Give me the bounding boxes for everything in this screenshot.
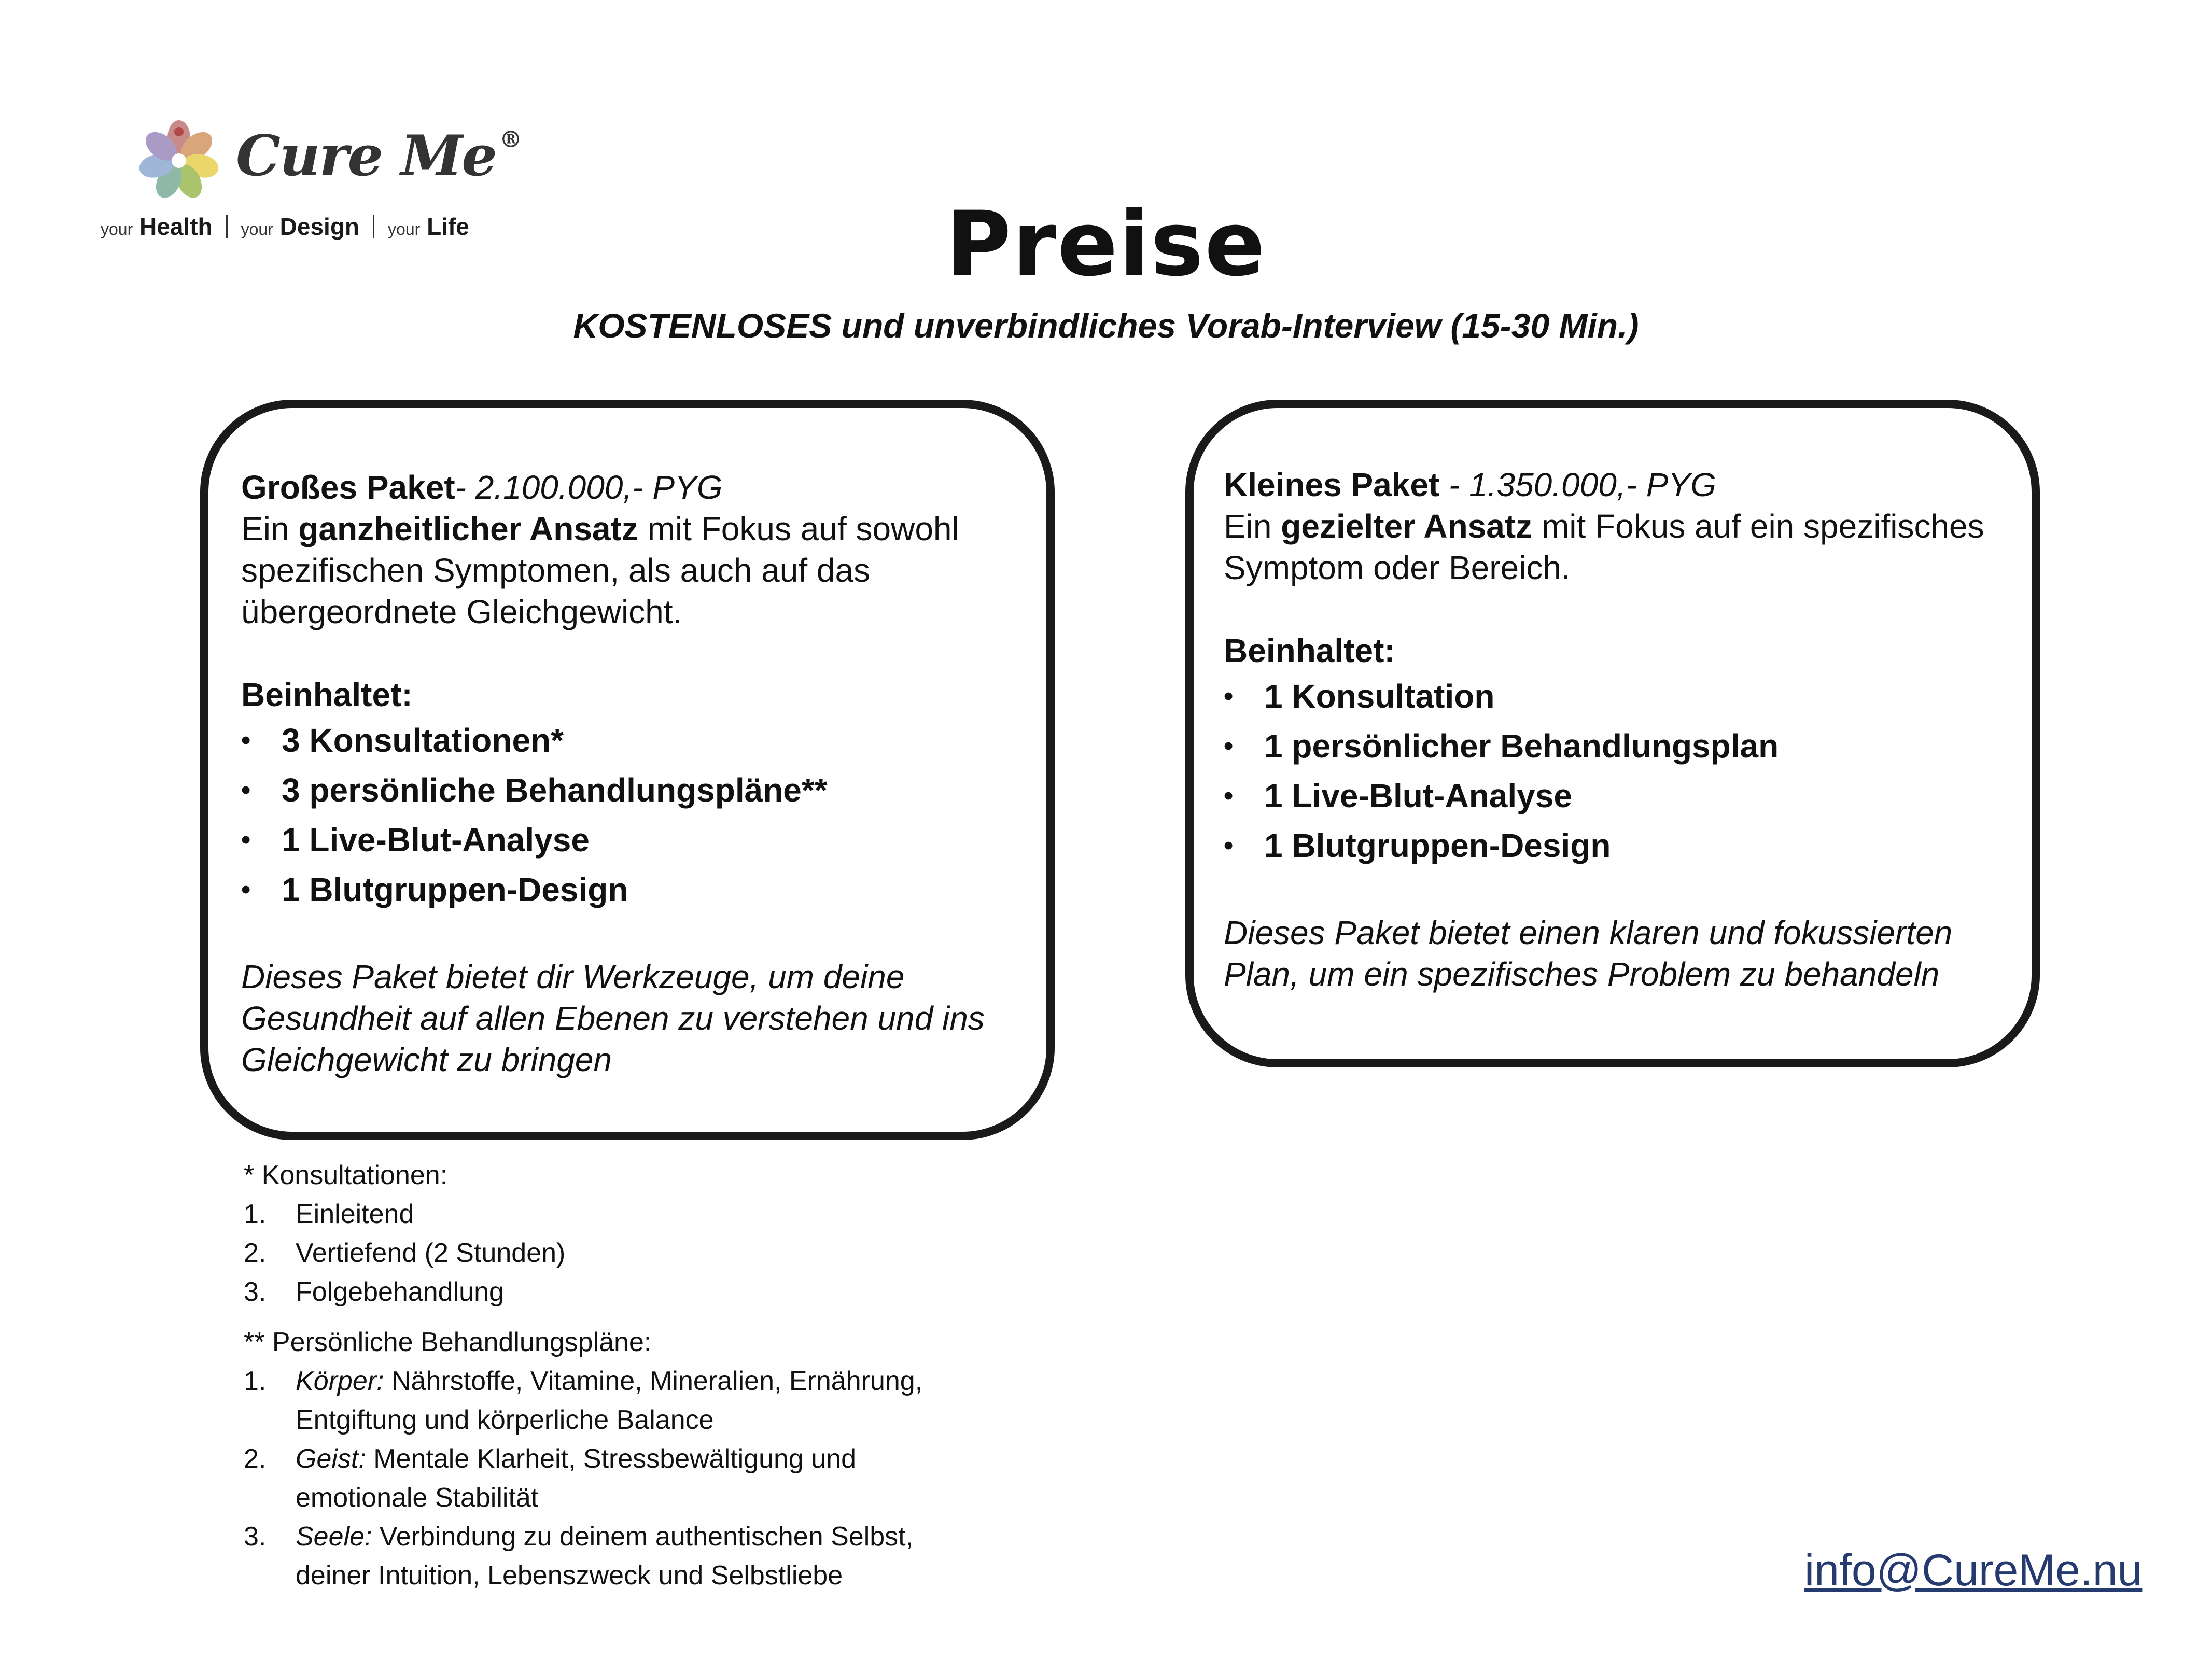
large-package-description: Ein ganzheitlicher Ansatz mit Fokus auf sowohl spezifischen Symptomen, als auch auf das übergeordnete Gleichgewicht. [241, 510, 959, 630]
flower-logo-icon [137, 119, 220, 202]
list-item: 3. Folgebehandlung [244, 1277, 504, 1307]
brand-wordmark: Cure Me ® [236, 123, 521, 189]
large-package-price: - 2.100.000,- PYG [455, 469, 723, 506]
list-item: • 1 Live-Blut-Analyse [241, 815, 1029, 865]
small-package-includes-label: Beinhaltet: [1224, 632, 1395, 669]
contact-email-link[interactable]: info@CureMe.nu [1804, 1545, 2143, 1595]
list-item: 2. Vertiefend (2 Stunden) [244, 1238, 566, 1268]
small-package-description: Ein gezielter Ansatz mit Fokus auf ein spezifisches Symptom oder Bereich. [1224, 508, 1984, 586]
list-item: • 1 Blutgruppen-Design [241, 865, 1029, 915]
page-title: Preise [946, 192, 1266, 296]
small-package-name: Kleines Paket [1224, 466, 1440, 503]
large-package-name: Großes Paket [241, 469, 455, 506]
list-item: 2. Geist: Mentale Klarheit, Stressbewältigung und emotionale Stabilität [244, 1444, 857, 1513]
page-subtitle: KOSTENLOSES und unverbindliches Vorab-Interview (15-30 Min.) [573, 306, 1639, 345]
list-item: • 1 persönlicher Behandlungsplan [1224, 721, 2022, 771]
list-item: • 3 Konsultationen* [241, 715, 1029, 765]
list-item: 3. Seele: Verbindung zu deinem authentischen Selbst, deiner Intuition, Lebenszweck und Selbstliebe [244, 1522, 914, 1591]
large-package-items [241, 715, 1029, 915]
small-package-price: - 1.350.000,- PYG [1439, 466, 1716, 503]
list-item: • 1 Blutgruppen-Design [1224, 821, 2022, 870]
plans-list [244, 1362, 928, 1595]
small-package-content [1224, 464, 2022, 995]
large-package-content [241, 467, 1029, 1080]
list-item: • 1 Konsultation [1224, 671, 2022, 721]
large-package-includes-label: Beinhaltet: [241, 676, 413, 713]
list-item: 1. Körper: Nährstoffe, Vitamine, Mineralien, Ernährung, Entgiftung und körperliche Balance [244, 1366, 923, 1435]
small-package-summary: Dieses Paket bietet einen klaren und fokussierten Plan, um ein spezifisches Problem zu behandeln [1224, 914, 1953, 993]
list-item: • 1 Live-Blut-Analyse [1224, 771, 2022, 821]
consultations-list [244, 1195, 928, 1312]
list-item: • 3 persönliche Behandlungspläne** [241, 765, 1029, 815]
brand-tagline: your Health your Design your Life [101, 213, 469, 240]
large-package-summary: Dieses Paket bietet dir Werkzeuge, um deine Gesundheit auf allen Ebenen zu verstehen und ins Gleichgewicht zu bringen [241, 958, 985, 1078]
plans-footnote-heading: ** Persönliche Behandlungspläne: [244, 1327, 652, 1357]
small-package-items [1224, 671, 2022, 870]
list-item: 1. Einleitend [244, 1199, 414, 1229]
footnotes [244, 1156, 928, 1607]
consultations-footnote-heading: * Konsultationen: [244, 1160, 448, 1190]
